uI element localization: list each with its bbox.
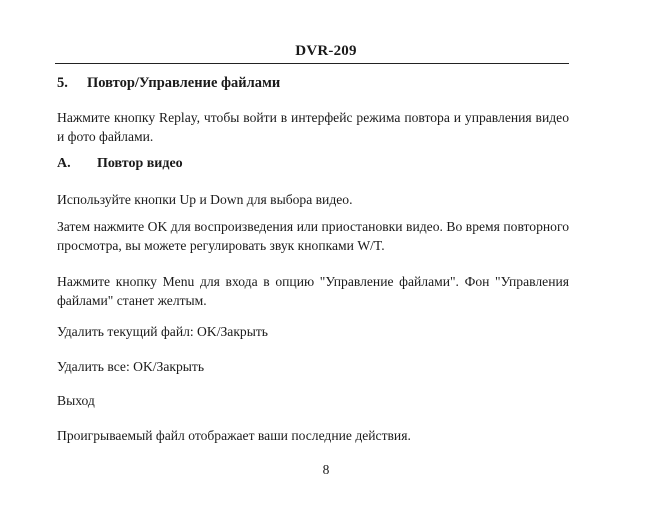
section-intro-paragraph: Нажмите кнопку Replay, чтобы войти в интерфейс режима повтора и управления видео и фото файлами. <box>57 110 569 144</box>
subsection-title: Повтор видео <box>97 156 183 171</box>
subsection-heading <box>57 156 183 172</box>
subsection-letter: А. <box>57 156 71 171</box>
section-number: 5. <box>57 75 68 91</box>
paragraph-delete-all: Удалить все: OK/Закрыть <box>57 359 205 374</box>
page-number: 8 <box>322 462 330 477</box>
section-heading <box>57 75 280 92</box>
paragraph-menu-file-management: Нажмите кнопку Menu для входа в опцию "Управление файлами". Фон "Управления файлами" станет желтым. <box>57 274 569 308</box>
paragraph-select-video: Используйте кнопки Up и Down для выбора видео. <box>57 192 353 207</box>
paragraph-last-actions: Проигрываемый файл отображает ваши последние действия. <box>57 428 411 443</box>
paragraph-play-pause: Затем нажмите OK для воспроизведения или приостановки видео. Во время повторного просмотра, вы можете регулировать звук кнопками W/T. <box>57 219 569 253</box>
header-divider <box>55 63 569 64</box>
paragraph-exit: Выход <box>57 393 95 408</box>
document-header-title: DVR-209 <box>295 43 357 59</box>
section-title: Повтор/Управление файлами <box>87 75 281 91</box>
paragraph-delete-current: Удалить текущий файл: OK/Закрыть <box>57 324 268 339</box>
